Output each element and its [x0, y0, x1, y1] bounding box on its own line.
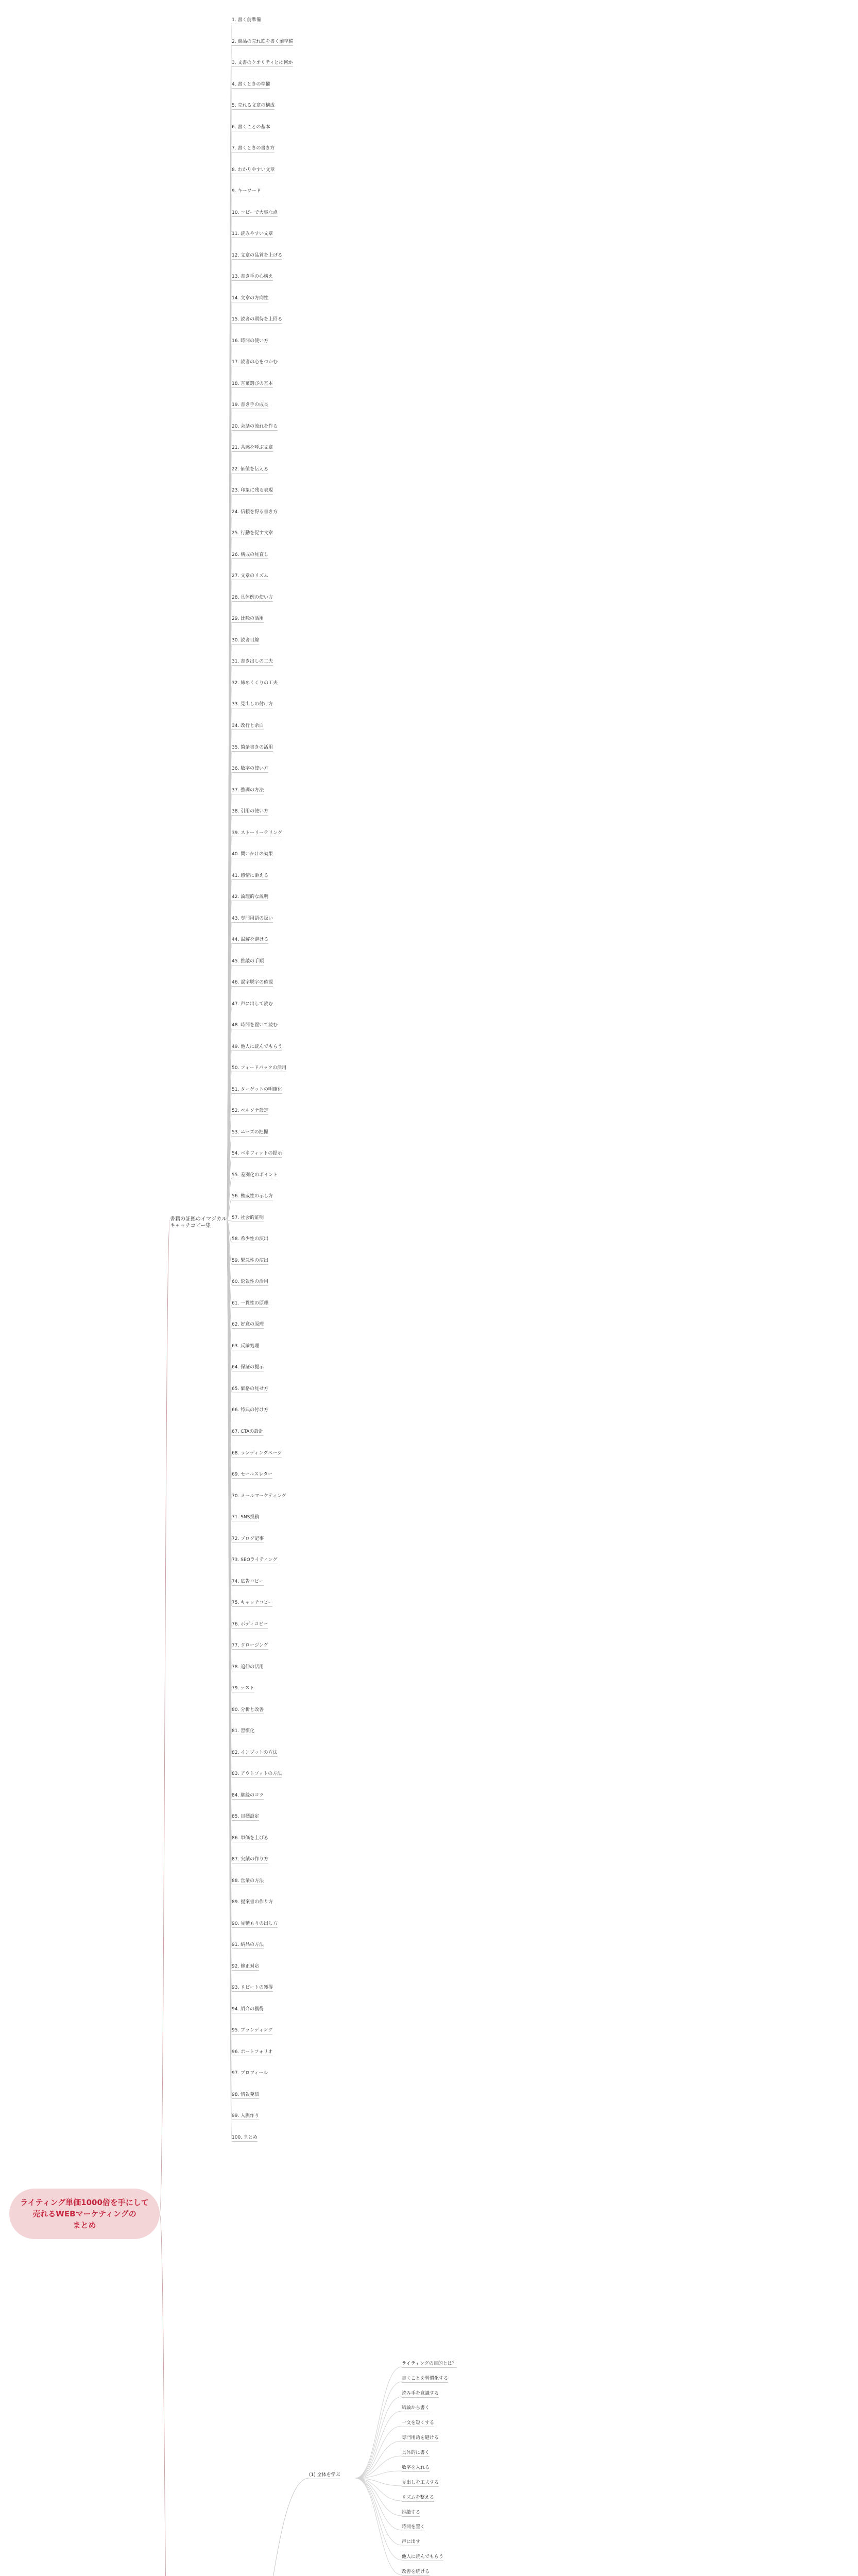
bottom-group-item[interactable]: リズムを整える	[402, 2495, 434, 2502]
bottom-group-item[interactable]: 見出しを工夫する	[402, 2480, 439, 2487]
top-item[interactable]: 34. 改行と余白	[232, 723, 264, 730]
top-item[interactable]: 67. CTAの設計	[232, 1429, 263, 1436]
top-item[interactable]: 73. SEOライティング	[232, 1557, 278, 1564]
top-item[interactable]: 53. ニーズの把握	[232, 1130, 268, 1137]
bottom-group-item[interactable]: 具体的に書く	[402, 2450, 430, 2457]
top-item[interactable]: 78. 追伸の活用	[232, 1665, 264, 1671]
top-item[interactable]: 92. 修正対応	[232, 1964, 259, 1971]
top-item[interactable]: 10. コピーで大事な点	[232, 210, 278, 217]
top-item[interactable]: 77. クロージング	[232, 1643, 268, 1650]
top-item[interactable]: 57. 社会的証明	[232, 1215, 264, 1222]
top-item[interactable]: 82. インプットの方法	[232, 1750, 278, 1757]
connector-line	[355, 2367, 402, 2478]
top-item[interactable]: 42. 論理的な説明	[232, 894, 268, 901]
top-item[interactable]: 61. 一貫性の原理	[232, 1301, 268, 1308]
top-item[interactable]: 29. 比喩の活用	[232, 616, 264, 623]
connector-line	[355, 2478, 402, 2545]
top-item[interactable]: 95. ブランディング	[232, 2028, 272, 2035]
connector-line	[355, 2411, 402, 2478]
top-item[interactable]: 72. ブログ記事	[232, 1536, 264, 1543]
top-item[interactable]: 54. ベネフィットの提示	[232, 1151, 282, 1158]
connector-line	[355, 2441, 402, 2478]
top-item[interactable]: 41. 感情に訴える	[232, 873, 268, 880]
branch-top-label-line-1: 書籍の証拠のイマジカル	[170, 1216, 227, 1222]
top-item[interactable]: 21. 共感を呼ぶ文章	[232, 445, 273, 452]
top-item[interactable]: 66. 特典の付け方	[232, 1408, 268, 1414]
top-item[interactable]: 31. 書き出しの工夫	[232, 659, 273, 666]
top-item[interactable]: 15. 読者の期待を上回る	[232, 317, 282, 324]
top-item[interactable]: 55. 差別化のポイント	[232, 1173, 278, 1179]
top-item[interactable]: 60. 返報性の活用	[232, 1279, 268, 1286]
bottom-group-item[interactable]: 読み手を意識する	[402, 2391, 439, 2398]
top-item[interactable]: 11. 読みやすい文章	[232, 231, 273, 238]
top-item[interactable]: 40. 問いかけの効果	[232, 852, 273, 858]
connector-line	[355, 2426, 402, 2478]
top-item[interactable]: 17. 読者の心をつかむ	[232, 360, 278, 366]
top-item[interactable]: 47. 声に出して読む	[232, 1002, 273, 1008]
top-item[interactable]: 9. キーワード	[232, 189, 261, 195]
top-item[interactable]: 83. アウトプットの方法	[232, 1771, 282, 1778]
top-item[interactable]: 39. ストーリーテリング	[232, 831, 282, 837]
top-item[interactable]: 97. プロフィール	[232, 2071, 268, 2077]
top-item[interactable]: 59. 緊急性の演出	[232, 1258, 268, 1265]
top-item[interactable]: 48. 時間を置いて読む	[232, 1023, 278, 1029]
bottom-group-item[interactable]: ライティングの目的とは？	[402, 2361, 457, 2368]
top-item[interactable]: 2. 商品の売れ筋を書く前準備	[232, 39, 293, 46]
top-item[interactable]: 22. 価値を伝える	[232, 467, 268, 473]
top-item[interactable]: 46. 誤字脱字の確認	[232, 980, 273, 987]
bottom-group-item[interactable]: 推敲する	[402, 2510, 420, 2517]
top-item[interactable]: 79. テスト	[232, 1686, 254, 1692]
top-item[interactable]: 44. 誤解を避ける	[232, 937, 268, 944]
top-item[interactable]: 49. 他人に読んでもらう	[232, 1044, 282, 1051]
top-item[interactable]: 69. セールスレター	[232, 1472, 272, 1479]
root-title-line-2: 売れるWEBマーケティングの	[32, 2209, 136, 2218]
connector-line	[160, 1220, 170, 2214]
top-item[interactable]: 23. 印象に残る表現	[232, 488, 273, 495]
top-item[interactable]: 84. 継続のコツ	[232, 1793, 264, 1800]
top-item[interactable]: 81. 習慣化	[232, 1728, 254, 1735]
top-item[interactable]: 20. 会話の流れを作る	[232, 424, 278, 431]
top-item[interactable]: 96. ポートフォリオ	[232, 2049, 272, 2056]
top-item[interactable]: 19. 書き手の成長	[232, 402, 268, 409]
top-item[interactable]: 30. 読者目線	[232, 638, 259, 645]
top-item[interactable]: 87. 実績の作り方	[232, 1857, 268, 1863]
top-item[interactable]: 58. 希少性の演出	[232, 1236, 268, 1243]
top-item[interactable]: 18. 言葉選びの基本	[232, 381, 273, 388]
bottom-group-item[interactable]: 結論から書く	[402, 2405, 430, 2412]
branch-top-label[interactable]	[170, 1216, 227, 1229]
top-item[interactable]: 52. ペルソナ設定	[232, 1108, 268, 1115]
top-item[interactable]: 90. 見積もりの出し方	[232, 1921, 278, 1928]
top-item[interactable]: 50. フィードバックの活用	[232, 1065, 286, 1072]
bottom-group-item[interactable]: 声に出す	[402, 2539, 420, 2546]
top-item[interactable]: 14. 文章の方向性	[232, 296, 268, 302]
top-item[interactable]: 6. 書くことの基本	[232, 125, 270, 131]
top-item[interactable]: 56. 権威性の示し方	[232, 1194, 273, 1200]
top-item[interactable]: 65. 価格の見せ方	[232, 1386, 268, 1393]
top-item[interactable]: 25. 行動を促す文章	[232, 531, 273, 537]
top-item[interactable]: 28. 具体例の使い方	[232, 595, 273, 602]
top-item[interactable]: 26. 構成の見直し	[232, 552, 268, 559]
top-item[interactable]: 1. 書く前準備	[232, 18, 261, 24]
top-item[interactable]: 36. 数字の使い方	[232, 766, 268, 773]
top-item[interactable]: 8. わかりやすい文章	[232, 167, 274, 174]
top-item[interactable]: 85. 目標設定	[232, 1814, 259, 1821]
top-item[interactable]: 24. 信頼を得る書き方	[232, 510, 278, 516]
connector-line	[355, 2382, 402, 2478]
top-item[interactable]: 62. 好意の原理	[232, 1322, 264, 1329]
top-item[interactable]: 16. 時間の使い方	[232, 338, 268, 345]
top-item[interactable]: 76. ボディコピー	[232, 1622, 268, 1629]
top-item[interactable]: 13. 書き手の心構え	[232, 274, 273, 281]
bottom-group-item[interactable]: 専門用語を避ける	[402, 2435, 439, 2442]
top-item[interactable]: 86. 単価を上げる	[232, 1836, 268, 1842]
root-node[interactable]	[9, 2189, 160, 2239]
top-item[interactable]: 74. 広告コピー	[232, 1579, 264, 1586]
top-item[interactable]: 12. 文章の品質を上げる	[232, 253, 282, 260]
branch-top-label-line-2: キャッチコピー集	[170, 1223, 211, 1229]
bottom-group-item[interactable]: 時間を置く	[402, 2524, 425, 2531]
connector-line	[355, 2397, 402, 2478]
top-item[interactable]: 89. 提案書の作り方	[232, 1900, 273, 1906]
root-title-line-3: まとめ	[73, 2221, 96, 2230]
top-item[interactable]: 75. キャッチコピー	[232, 1600, 272, 1607]
top-item[interactable]: 43. 専門用語の扱い	[232, 916, 273, 923]
top-item[interactable]: 98. 情報発信	[232, 2092, 259, 2099]
bottom-group-item[interactable]: 他人に読んでもらう	[402, 2554, 443, 2561]
top-item[interactable]: 64. 保証の提示	[232, 1365, 264, 1371]
connector-line	[160, 2214, 170, 2576]
top-item[interactable]: 100. まとめ	[232, 2135, 258, 2142]
top-item[interactable]: 5. 売れる文章の構成	[232, 103, 274, 110]
top-item[interactable]: 94. 紹介の獲得	[232, 2007, 264, 2013]
top-item[interactable]: 93. リピートの獲得	[232, 1985, 273, 1992]
top-item[interactable]: 91. 納品の方法	[232, 1942, 264, 1949]
top-item[interactable]: 51. ターゲットの明確化	[232, 1087, 282, 1094]
top-item[interactable]: 4. 書くときの準備	[232, 82, 270, 89]
top-item[interactable]: 68. ランディングページ	[232, 1451, 282, 1458]
top-item[interactable]: 63. 反論処理	[232, 1344, 259, 1350]
top-item[interactable]: 3. 文書のクオリティとは何か	[232, 60, 293, 67]
connector-line	[355, 2478, 402, 2560]
bottom-group-item[interactable]: 一文を短くする	[402, 2420, 434, 2427]
connector-line	[221, 2478, 309, 2576]
top-item[interactable]: 35. 箇条書きの活用	[232, 745, 273, 752]
top-item[interactable]: 27. 文章のリズム	[232, 573, 268, 580]
top-item[interactable]: 99. 人脈作り	[232, 2113, 259, 2120]
top-item[interactable]: 32. 締めくくりの工夫	[232, 681, 278, 687]
connector-line	[355, 2478, 402, 2516]
top-item[interactable]: 70. メールマーケティング	[232, 1494, 286, 1500]
bottom-group-item[interactable]: 書くことを習慣化する	[402, 2376, 448, 2383]
top-item[interactable]: 45. 推敲の手順	[232, 959, 264, 965]
top-item[interactable]: 88. 営業の方法	[232, 1878, 264, 1885]
bottom-group-item[interactable]: 改善を続ける	[402, 2569, 430, 2576]
top-item[interactable]: 71. SNS投稿	[232, 1515, 259, 1521]
top-item[interactable]: 38. 引用の使い方	[232, 809, 268, 816]
bottom-group-item[interactable]: 数字を入れる	[402, 2465, 430, 2472]
top-item[interactable]: 7. 書くときの書き方	[232, 146, 274, 152]
bottom-group-label[interactable]: (1) 全体を学ぶ	[309, 2472, 340, 2479]
root-node-title	[20, 2197, 149, 2231]
top-item[interactable]: 80. 分析と改善	[232, 1707, 264, 1714]
top-item[interactable]: 37. 強調の方法	[232, 788, 264, 794]
connector-line	[355, 2478, 402, 2575]
connector-line	[355, 2478, 402, 2530]
top-item[interactable]: 33. 見出しの付け方	[232, 702, 273, 708]
root-title-line-1: ライティング単価1000倍を手にして	[20, 2198, 149, 2207]
